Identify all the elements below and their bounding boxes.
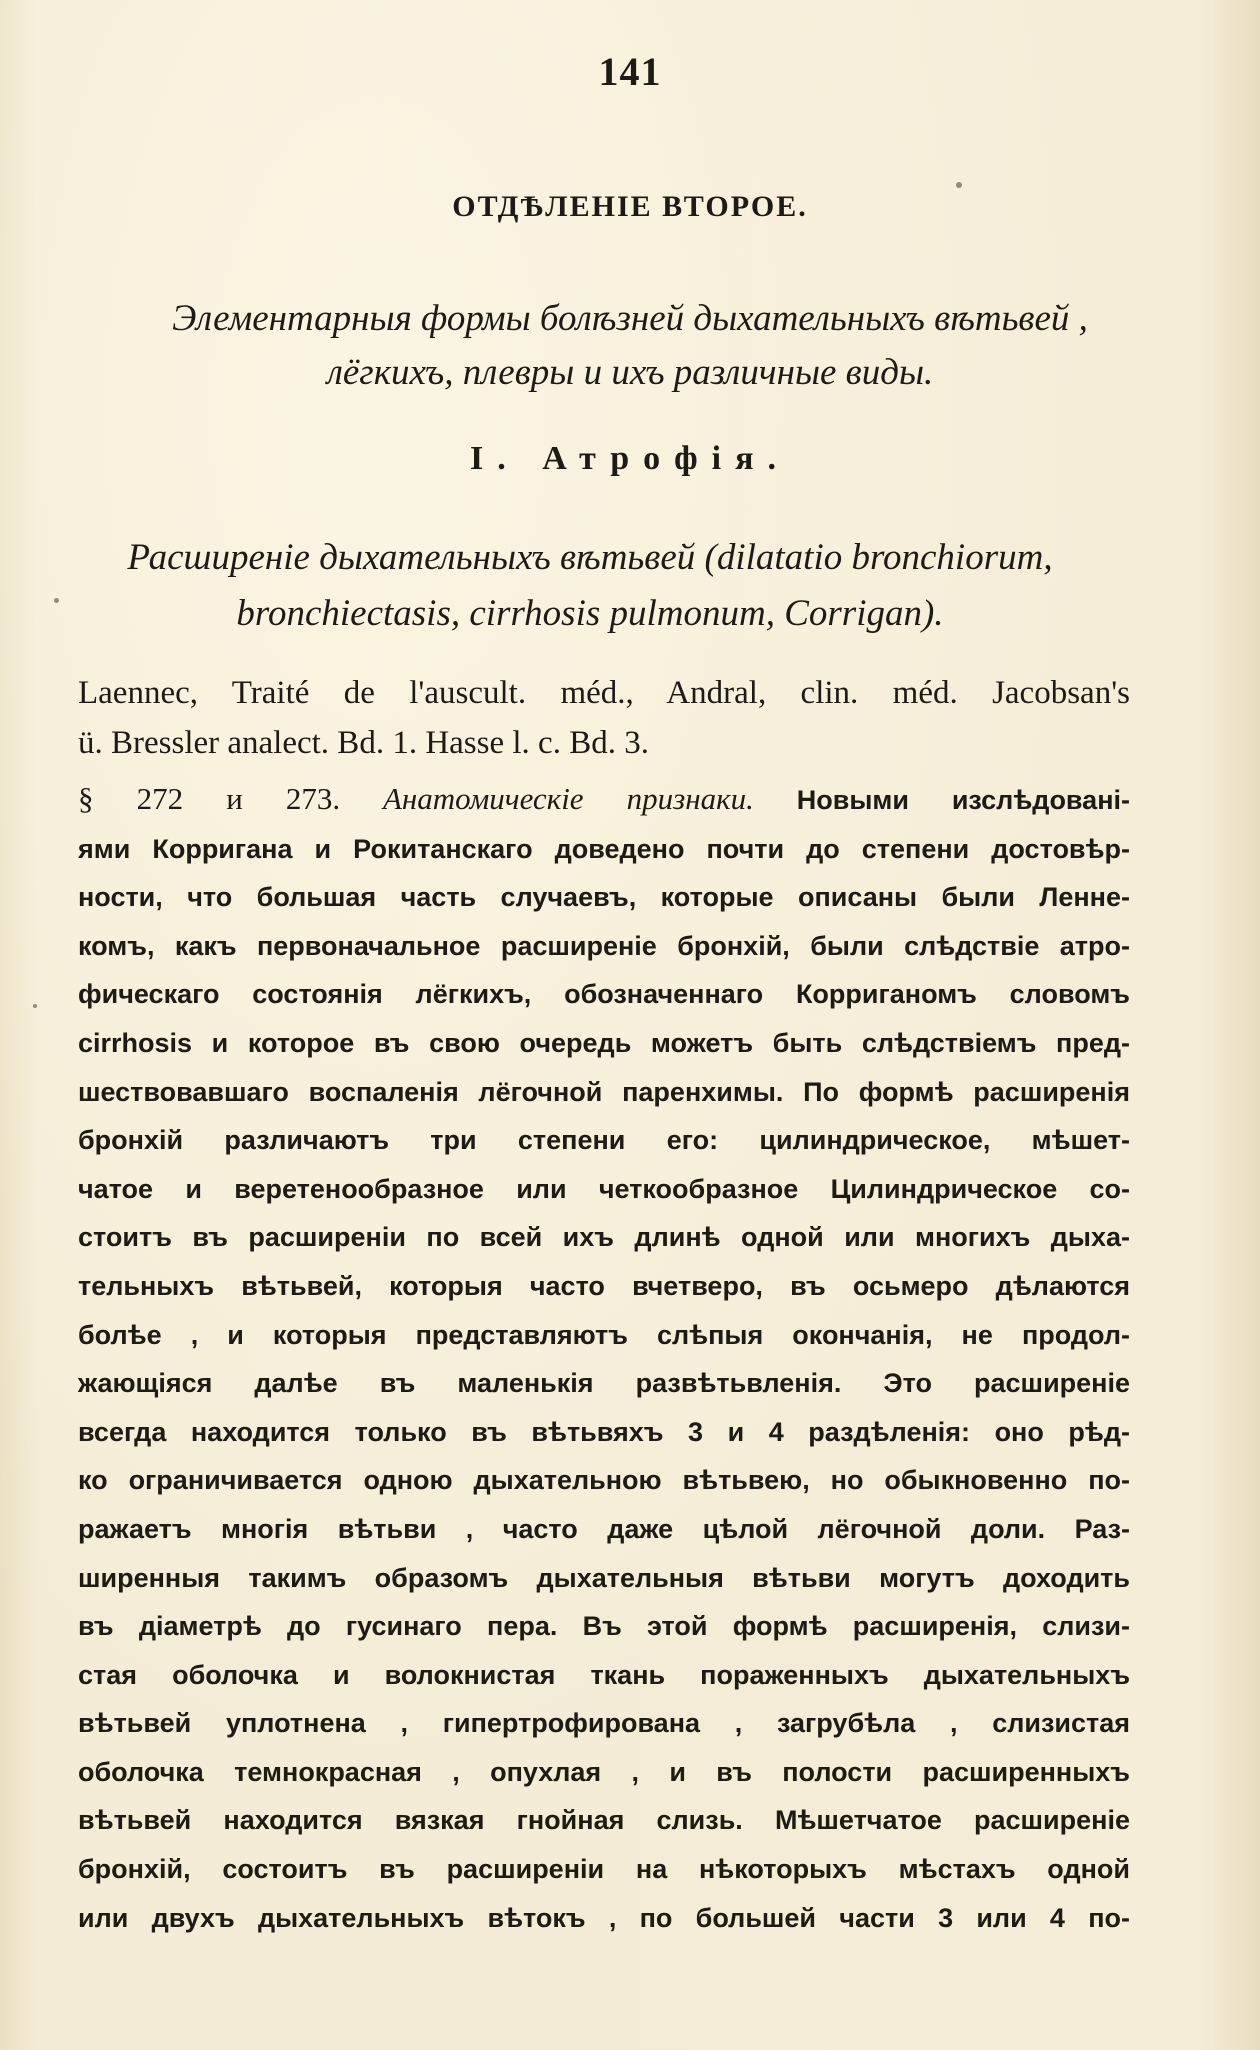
body-line: cirrhosis и которое въ свою очередь можетъ быть слѣдствіемъ пред- (78, 1027, 1130, 1058)
body-text (78, 775, 1130, 1942)
body-line: стоитъ въ расширеніи по всей ихъ длинѣ одной или многихъ дыха- (78, 1222, 1130, 1253)
body-line: или двухъ дыхательныхъ вѣтокъ , по большей части 3 или 4 по- (78, 1902, 1130, 1933)
topic-title-line-1: Расширеніе дыхательныхъ вѣтьвей (dilatatio bronchiorum, (127, 537, 1053, 578)
ink-speck (33, 1004, 37, 1008)
body-line: тельныхъ вѣтьвей, которыя часто вчетверо, въ осьмеро дѣлаются (78, 1270, 1130, 1301)
body-line: чатое и веретенообразное или четкообразное Цилиндрическое со- (78, 1173, 1130, 1204)
chapter-title: I. Атрофія. (470, 440, 790, 477)
topic-title (40, 530, 1140, 642)
body-line: въ діаметрѣ до гусинаго пера. Въ этой формѣ расширенія, слизи- (78, 1611, 1130, 1642)
body-line: бронхій различаютъ три степени его: цилиндрическое, мѣшет- (78, 1125, 1130, 1156)
section-heading: ОТДѢЛЕНІЕ ВТОРОЕ. (452, 190, 808, 223)
page-number: 141 (598, 49, 662, 94)
body-line: Новыми изслѣдовані- (796, 785, 1130, 815)
body-line: вѣтьвей уплотнена , гипертрофирована , загрубѣла , слизистая (78, 1708, 1130, 1739)
topic-title-line-2: bronchiectasis, cirrhosis pulmonum, Corrigan). (236, 593, 944, 634)
body-line: шествовавшаго воспаленія лёгочной паренхимы. По формѣ расширенія (78, 1076, 1130, 1107)
body-line: всегда находится только въ вѣтьвяхъ 3 и 4 раздѣленія: оно рѣд- (78, 1416, 1130, 1447)
body-line: болѣе , и которыя представляютъ слѣпыя окончанія, не продол- (78, 1319, 1130, 1350)
body-line: ями Корригана и Рокитанскаго доведено почти до степени достовѣр- (78, 833, 1130, 864)
body-line: ности, что большая часть случаевъ, которые описаны были Леннe- (78, 882, 1130, 913)
body-line: оболочка темнокрасная , опухлая , и въ полости расширенныхъ (78, 1756, 1130, 1787)
body-line-first (78, 775, 1130, 825)
section-subtitle-line-2: лёгкихъ, плевры и ихъ различные виды. (326, 352, 934, 393)
body-line: жающіяся далѣе въ маленькія развѣтьвленія. Это расширеніе (78, 1368, 1130, 1399)
references-line-2: ü. Bressler analect. Bd. 1. Hasse l. c. Bd. 3. (78, 725, 649, 761)
body-line: ширенныя такимъ образомъ дыхательныя вѣтьви могутъ доходить (78, 1562, 1130, 1593)
body-line: фическаго состоянія лёгкихъ, обозначеннаго Корриганомъ словомъ (78, 979, 1130, 1010)
body-line: вѣтьвей находится вязкая гнойная слизь. Мѣшетчатое расширеніе (78, 1805, 1130, 1836)
ink-speck (54, 598, 59, 603)
body-line: бронхій, состоитъ въ расширеніи на нѣкоторыхъ мѣстахъ одной (78, 1854, 1130, 1885)
paragraph-number: § 272 и 273. (78, 781, 341, 816)
body-line: ражаетъ многія вѣтьви , часто даже цѣлой лёгочной доли. Раз- (78, 1513, 1130, 1544)
ink-speck (956, 182, 962, 188)
body-line: ко ограничивается одною дыхательною вѣтьвею, но обыкновенно по- (78, 1465, 1130, 1496)
section-subtitle (60, 292, 1200, 400)
references (78, 668, 1130, 768)
references-line-1: Laennec, Traité de l'auscult. méd., Andral, clin. méd. Jacobsan's (78, 675, 1130, 711)
body-line: комъ, какъ первоначальное расширеніе бронхій, были слѣдствіе атро- (78, 930, 1130, 961)
body-line: стая оболочка и волокнистая ткань пораженныхъ дыхательныхъ (78, 1659, 1130, 1690)
paragraph-title: Анатомическіе признаки. (382, 781, 754, 816)
section-subtitle-line-1: Элементарныя формы болѣзней дыхательныхъ вѣтьвей , (172, 298, 1088, 339)
